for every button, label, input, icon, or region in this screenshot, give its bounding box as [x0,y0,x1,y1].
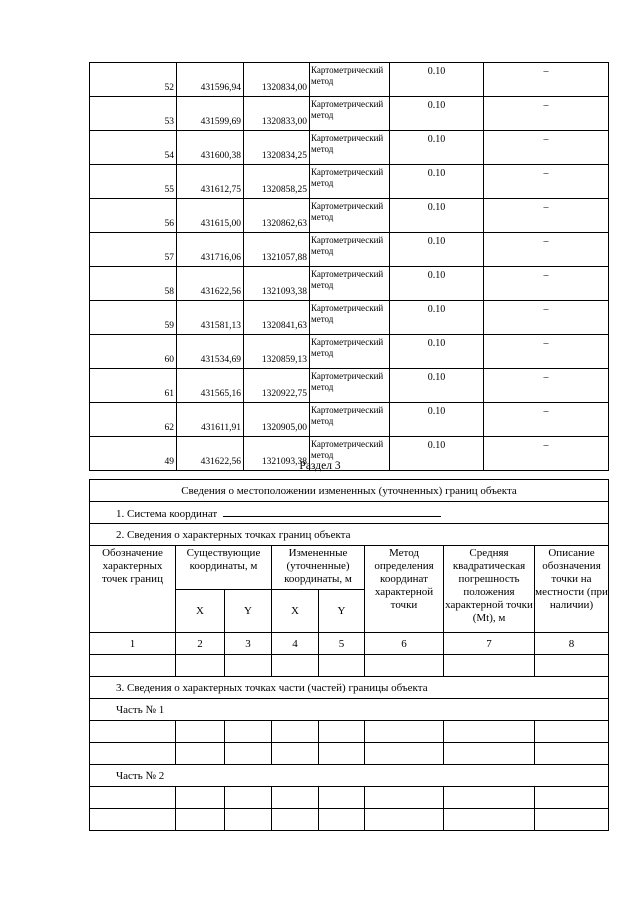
point-description: – [484,97,609,131]
point-y: 1320834,00 [244,63,310,97]
part-points-label: 3. Сведения о характерных точках части (частей) границы объекта [90,677,609,699]
part1-row [90,699,609,721]
point-description: – [484,437,609,471]
point-method: Картометрический метод [310,301,390,335]
point-number: 53 [90,97,177,131]
col-number: 4 [272,633,319,655]
point-x: 431596,94 [177,63,244,97]
part2-label: Часть № 2 [90,765,609,787]
col-changed: Измененные (уточненные) координаты, м [272,546,365,590]
point-number: 60 [90,335,177,369]
point-accuracy: 0.10 [390,63,484,97]
col-number: 6 [365,633,444,655]
point-y: 1320922,75 [244,369,310,403]
point-method: Картометрический метод [310,403,390,437]
boundary-points-row [90,524,609,546]
point-number: 54 [90,131,177,165]
point-number: 59 [90,301,177,335]
point-x: 431622,56 [177,267,244,301]
coord-system-blank [223,505,441,517]
table-row [90,335,609,369]
points-table [89,62,609,471]
point-number: 62 [90,403,177,437]
numbers-row [90,633,609,655]
table-row [90,369,609,403]
point-x: 431599,69 [177,97,244,131]
existing-y: Y [225,590,272,633]
point-method: Картометрический метод [310,97,390,131]
table-row [90,267,609,301]
empty-row [90,721,609,743]
part-points-row [90,677,609,699]
point-accuracy: 0.10 [390,97,484,131]
point-method: Картометрический метод [310,267,390,301]
table-row [90,63,609,97]
col-existing: Существующие координаты, м [176,546,272,590]
table-row [90,301,609,335]
point-number: 49 [90,437,177,471]
point-y: 1320858,25 [244,165,310,199]
column-header-row [90,546,609,590]
point-accuracy: 0.10 [390,403,484,437]
changed-x: X [272,590,319,633]
part1-label: Часть № 1 [90,699,609,721]
col-description: Описание обозначения точки на местности (при наличии) [535,546,609,633]
point-description: – [484,301,609,335]
point-accuracy: 0.10 [390,335,484,369]
table-row [90,97,609,131]
point-method: Картометрический метод [310,233,390,267]
col-number: 8 [535,633,609,655]
col-number: 7 [444,633,535,655]
point-description: – [484,403,609,437]
col-method: Метод определения координат характерной точки [365,546,444,633]
coord-system-label: 1. Система координат [116,508,218,520]
point-x: 431581,13 [177,301,244,335]
existing-x: X [176,590,225,633]
col-number: 1 [90,633,176,655]
point-accuracy: 0.10 [390,369,484,403]
point-x: 431615,00 [177,199,244,233]
point-y: 1320859,13 [244,335,310,369]
point-x: 431534,69 [177,335,244,369]
point-y: 1320834,25 [244,131,310,165]
point-description: – [484,335,609,369]
point-y: 1320841,63 [244,301,310,335]
section-title: Раздел 3 [299,460,341,472]
empty-row [90,743,609,765]
point-method: Картометрический метод [310,165,390,199]
section-3-table [89,479,609,831]
section-header: Сведения о местоположении измененных (уточненных) границ объекта [90,480,609,502]
col-number: 3 [225,633,272,655]
point-method: Картометрический метод [310,199,390,233]
point-accuracy: 0.10 [390,233,484,267]
point-x: 431611,91 [177,403,244,437]
point-description: – [484,369,609,403]
point-x: 431565,16 [177,369,244,403]
header-row [90,480,609,502]
coord-system-row [90,502,609,524]
table-row [90,233,609,267]
col-number: 2 [176,633,225,655]
table-row [90,131,609,165]
point-number: 55 [90,165,177,199]
empty-row [90,787,609,809]
point-method: Картометрический метод [310,131,390,165]
changed-y: Y [319,590,365,633]
point-y: 1321057,88 [244,233,310,267]
point-description: – [484,131,609,165]
empty-row [90,655,609,677]
point-accuracy: 0.10 [390,267,484,301]
point-method: Картометрический метод [310,437,390,471]
point-accuracy: 0.10 [390,199,484,233]
point-y: 1321093,38 [244,437,310,471]
point-description: – [484,63,609,97]
point-description: – [484,233,609,267]
col-error: Средняя квадратическая погрешность положения характерной точки (Mt), м [444,546,535,633]
point-x: 431600,38 [177,131,244,165]
col-designation: Обозначение характерных точек границ [90,546,176,633]
part2-row [90,765,609,787]
point-x: 431622,56 [177,437,244,471]
point-number: 57 [90,233,177,267]
point-method: Картометрический метод [310,63,390,97]
point-x: 431612,75 [177,165,244,199]
point-y: 1321093,38 [244,267,310,301]
point-number: 52 [90,63,177,97]
point-accuracy: 0.10 [390,301,484,335]
empty-row [90,809,609,831]
point-y: 1320833,00 [244,97,310,131]
point-accuracy: 0.10 [390,131,484,165]
point-number: 58 [90,267,177,301]
table-row [90,165,609,199]
point-y: 1320862,63 [244,199,310,233]
col-number: 5 [319,633,365,655]
point-description: – [484,165,609,199]
table-row [90,199,609,233]
point-method: Картометрический метод [310,369,390,403]
point-method: Картометрический метод [310,335,390,369]
point-number: 56 [90,199,177,233]
point-accuracy: 0.10 [390,165,484,199]
point-description: – [484,267,609,301]
boundary-points-label: 2. Сведения о характерных точках границ объекта [90,524,609,546]
point-y: 1320905,00 [244,403,310,437]
table-row [90,403,609,437]
point-accuracy: 0.10 [390,437,484,471]
point-number: 61 [90,369,177,403]
coord-system [90,502,609,524]
point-x: 431716,06 [177,233,244,267]
point-description: – [484,199,609,233]
